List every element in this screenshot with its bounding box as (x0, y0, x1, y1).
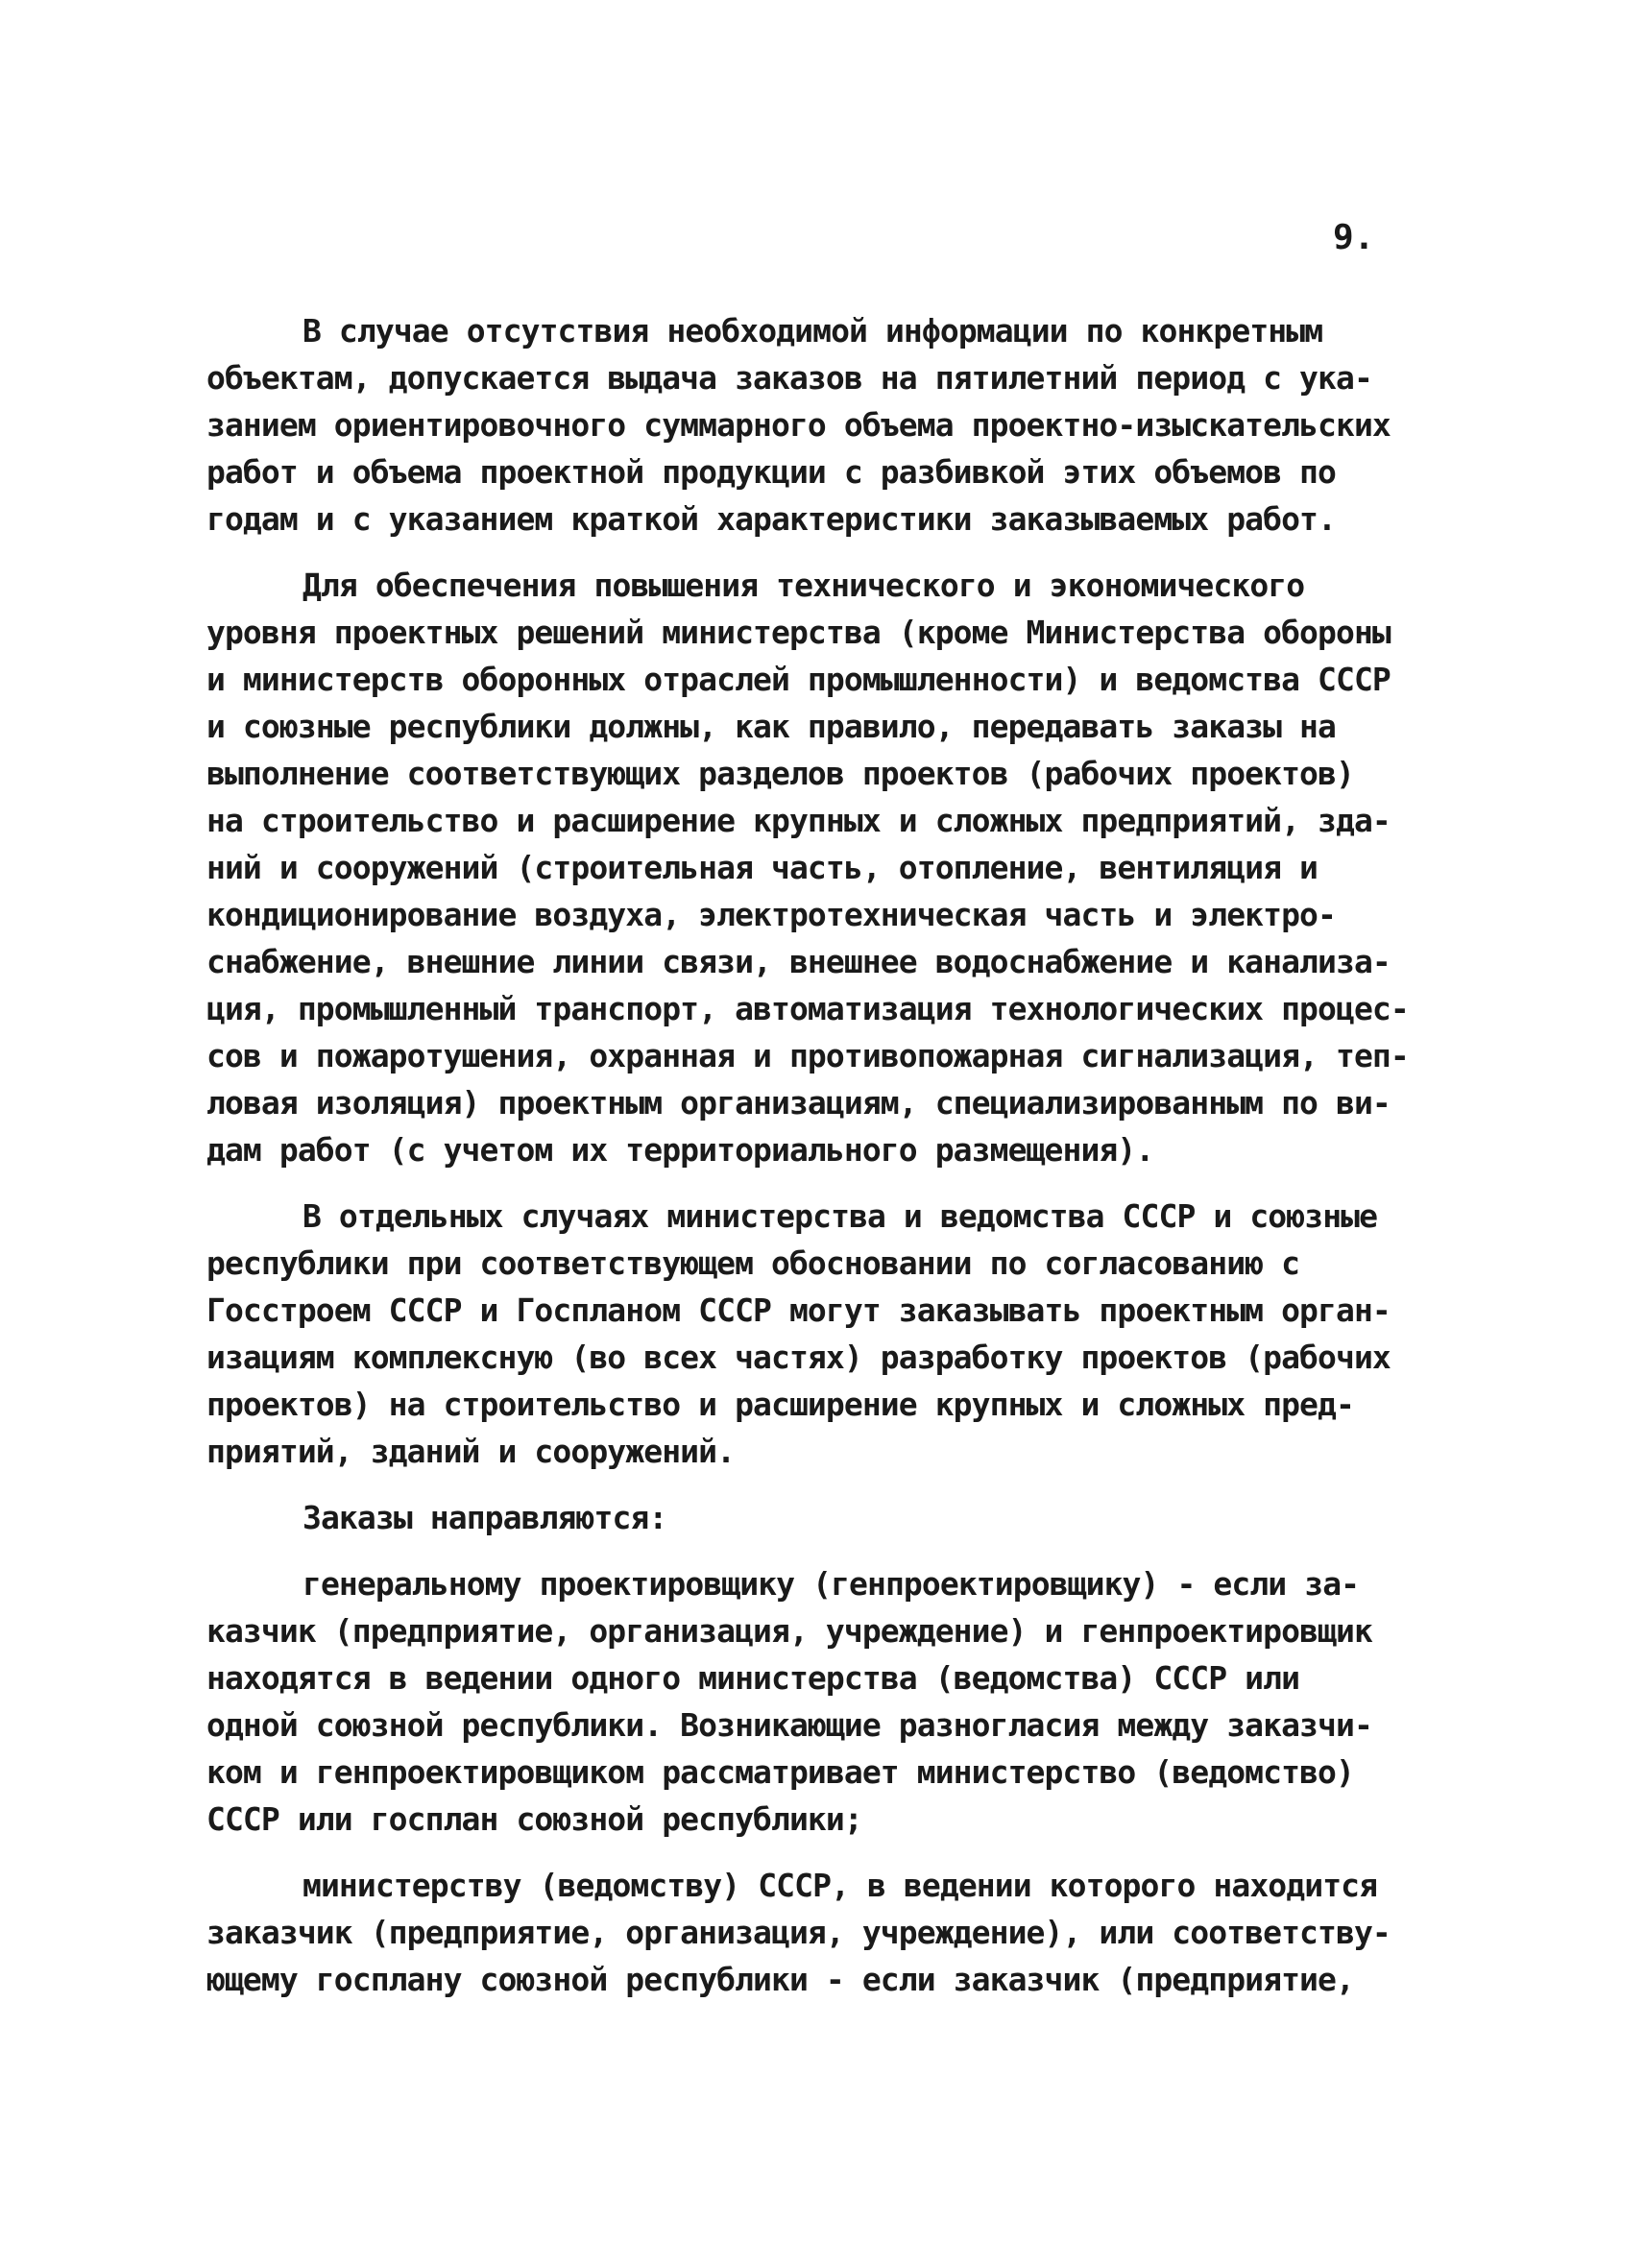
text-line: казчик (предприятие, организация, учреждение) и генпроектировщик (206, 1612, 1372, 1650)
text-line: снабжение, внешние линии связи, внешнее водоснабжение и канализа- (206, 943, 1391, 980)
body-text (206, 307, 1455, 2003)
text-line: Госстроем СССР и Госпланом СССР могут заказывать проектным орган- (206, 1291, 1391, 1329)
text-line: ция, промышленный транспорт, автоматизация технологических процес- (206, 990, 1409, 1027)
text-line: объектам, допускается выдача заказов на пятилетний период с ука- (206, 359, 1372, 397)
text-line: проектов) на строительство и расширение крупных и сложных пред- (206, 1386, 1354, 1423)
text-line: приятий, зданий и сооружений. (206, 1433, 736, 1470)
paragraph (206, 1494, 1455, 1541)
text-line: работ и объема проектной продукции с разбивкой этих объемов по (206, 453, 1336, 491)
paragraph (206, 307, 1455, 543)
text-line: Для обеспечения повышения технического и экономического (302, 567, 1305, 604)
text-line: и министерств оборонных отраслей промышленности) и ведомства СССР (206, 661, 1391, 698)
text-line: годам и с указанием краткой характеристики заказываемых работ. (206, 500, 1336, 538)
text-line: на строительство и расширение крупных и сложных предприятий, зда- (206, 802, 1391, 839)
page-number: 9. (1333, 218, 1375, 257)
paragraph (206, 1560, 1455, 1843)
text-line: республики при соответствующем обосновании по согласованию с (206, 1244, 1300, 1282)
paragraph (206, 1862, 1455, 2003)
text-line: занием ориентировочного суммарного объема проектно-изыскательских (206, 406, 1391, 444)
text-line: ний и сооружений (строительная часть, отопление, вентиляция и (206, 849, 1318, 886)
text-line: ловая изоляция) проектным организациям, специализированным по ви- (206, 1084, 1391, 1122)
text-line: изациям комплексную (во всех частях) разработку проектов (рабочих (206, 1339, 1391, 1376)
text-line: Заказы направляются: (302, 1499, 667, 1536)
paragraph (206, 562, 1455, 1173)
text-line: дам работ (с учетом их территориального размещения). (206, 1131, 1154, 1169)
text-line: генеральному проектировщику (генпроектировщику) - если за- (302, 1565, 1360, 1603)
text-line: ком и генпроектировщиком рассматривает министерство (ведомство) (206, 1753, 1354, 1791)
text-line: уровня проектных решений министерства (кроме Министерства обороны (206, 614, 1391, 651)
text-line: одной союзной республики. Возникающие разногласия между заказчи- (206, 1706, 1372, 1744)
text-line: министерству (ведомству) СССР, в ведении которого находится (302, 1867, 1378, 1904)
text-line: и союзные республики должны, как правило, передавать заказы на (206, 708, 1336, 745)
text-line: В отдельных случаях министерства и ведомства СССР и союзные (302, 1197, 1378, 1235)
text-line: ющему госплану союзной республики - если заказчик (предприятие, (206, 1961, 1354, 1998)
text-line: сов и пожаротушения, охранная и противопожарная сигнализация, теп- (206, 1037, 1409, 1074)
text-line: выполнение соответствующих разделов проектов (рабочих проектов) (206, 755, 1354, 792)
text-line: В случае отсутствия необходимой информации по конкретным (302, 312, 1323, 350)
text-line: СССР или госплан союзной республики; (206, 1800, 862, 1838)
text-line: кондиционирование воздуха, электротехническая часть и электро- (206, 896, 1336, 933)
text-line: заказчик (предприятие, организация, учреждение), или соответству- (206, 1914, 1391, 1951)
paragraph (206, 1193, 1455, 1475)
text-line: находятся в ведении одного министерства (ведомства) СССР или (206, 1659, 1300, 1697)
